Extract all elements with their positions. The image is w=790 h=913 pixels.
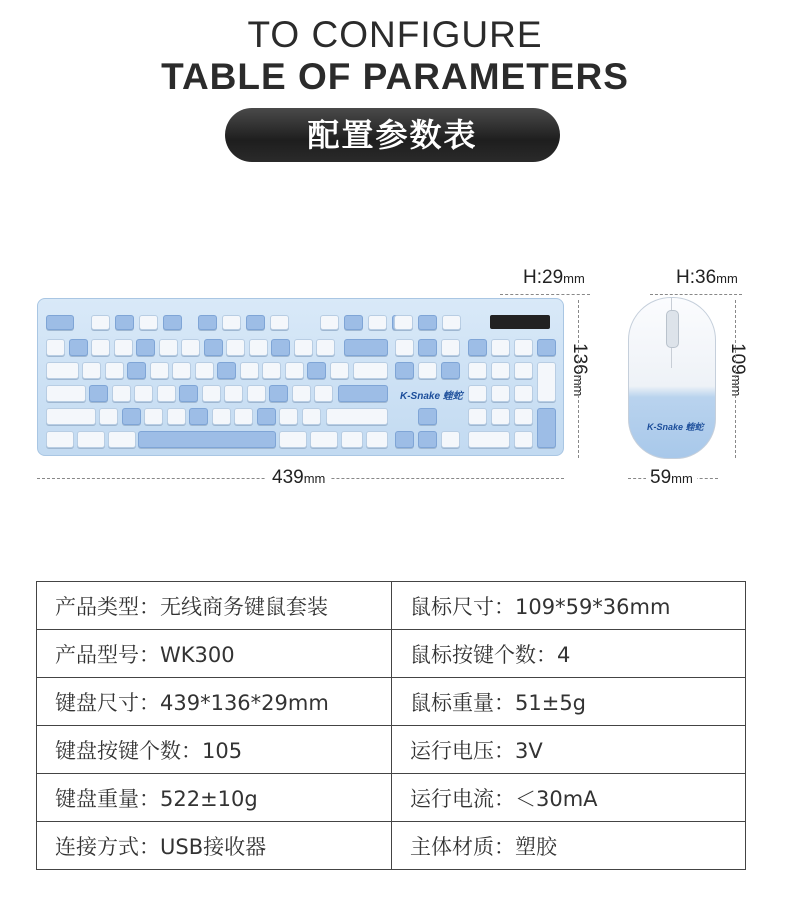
keycap (105, 362, 124, 379)
keycap (307, 362, 326, 379)
keycap (249, 339, 268, 356)
keycap (395, 431, 414, 448)
keycap (468, 431, 510, 448)
keycap (418, 362, 437, 379)
keycap (468, 385, 487, 402)
keycap (302, 408, 321, 425)
param-cell-left: 连接方式：USB接收器 (37, 822, 392, 870)
mouse-height-label: H:36mm (676, 267, 738, 288)
keycap (204, 339, 223, 356)
scroll-wheel (666, 310, 679, 348)
table-row (37, 582, 746, 630)
keycap (441, 362, 460, 379)
keycap (163, 315, 182, 330)
keycap (368, 315, 387, 330)
keycap (112, 385, 131, 402)
keycap (310, 431, 338, 448)
parameter-table (36, 581, 746, 870)
keycap (491, 408, 510, 425)
keycap (134, 385, 153, 402)
keyboard-width-label: 439mm (266, 467, 331, 489)
param-cell-right: 鼠标按键个数：4 (392, 630, 746, 678)
keycap (172, 362, 191, 379)
param-cell-right: 运行电流：＜30mA (392, 774, 746, 822)
keycap (418, 339, 437, 356)
keycap (514, 385, 533, 402)
keycap (150, 362, 169, 379)
header-line-1: TO CONFIGURE (247, 14, 543, 55)
keycap (468, 362, 487, 379)
header-line-2: TABLE OF PARAMETERS (161, 56, 629, 97)
keycap (279, 408, 298, 425)
keyboard-image (37, 298, 564, 456)
keycap (82, 362, 101, 379)
keycap (366, 431, 388, 448)
keycap (514, 408, 533, 425)
keycap (491, 385, 510, 402)
keycap (285, 362, 304, 379)
keycap (139, 315, 158, 330)
keycap (326, 408, 388, 425)
keycap (46, 385, 86, 402)
keycap (418, 408, 437, 425)
keycap (344, 339, 388, 356)
keycap (394, 315, 413, 330)
keycap (240, 362, 259, 379)
keyboard-brand-logo: K-Snake 蝰蛇 (400, 391, 463, 402)
param-cell-left: 键盘尺寸：439*136*29mm (37, 678, 392, 726)
param-cell-left: 键盘重量：522±10g (37, 774, 392, 822)
mouse-length-line (735, 300, 736, 458)
keycap (144, 408, 163, 425)
mouse-length-label: 109mm (727, 343, 748, 397)
keycap (491, 362, 510, 379)
keycap (537, 339, 556, 356)
keyboard-height-label: H:29mm (523, 267, 585, 288)
keycap (269, 385, 288, 402)
keycap (108, 431, 136, 448)
param-cell-left: 产品型号：WK300 (37, 630, 392, 678)
keycap (271, 339, 290, 356)
keycap (294, 339, 313, 356)
keycap (341, 431, 363, 448)
keyboard-indicator-panel (490, 315, 550, 329)
keycap (314, 385, 333, 402)
keycap (338, 385, 388, 402)
keycap (46, 339, 65, 356)
banner-title: 配置参数表 (225, 108, 560, 162)
param-cell-right: 鼠标尺寸：109*59*36mm (392, 582, 746, 630)
keycap (395, 362, 414, 379)
keycap (247, 385, 266, 402)
keycap (77, 431, 105, 448)
keycap (122, 408, 141, 425)
keycap (91, 339, 110, 356)
keyboard-depth-line (578, 300, 579, 458)
keycap (442, 315, 461, 330)
param-cell-left: 产品类型：无线商务键鼠套装 (37, 582, 392, 630)
keycap (468, 339, 487, 356)
keycap (514, 431, 533, 448)
keycap (234, 408, 253, 425)
keycap (179, 385, 198, 402)
keycap (46, 408, 96, 425)
param-cell-left: 键盘按键个数：105 (37, 726, 392, 774)
keycap (441, 339, 460, 356)
keycap (46, 315, 74, 330)
keycap (157, 385, 176, 402)
keycap (395, 339, 414, 356)
table-row (37, 678, 746, 726)
keycap (159, 339, 178, 356)
mouse-image (628, 297, 716, 459)
keycap (491, 339, 510, 356)
keycap (99, 408, 118, 425)
keycap (222, 315, 241, 330)
keycap (226, 339, 245, 356)
keycap (89, 385, 108, 402)
keycap (91, 315, 110, 330)
keycap (353, 362, 388, 379)
keycap (198, 315, 217, 330)
keycap (514, 339, 533, 356)
keycap (136, 339, 155, 356)
keycap (468, 408, 487, 425)
keycap (246, 315, 265, 330)
keyboard-depth-label: 136mm (569, 343, 590, 397)
keycap (46, 362, 79, 379)
param-cell-right: 运行电压：3V (392, 726, 746, 774)
keycap (537, 362, 556, 402)
keycap (46, 431, 74, 448)
keycap (537, 408, 556, 448)
keycap (292, 385, 311, 402)
keycap (262, 362, 281, 379)
keycap (138, 431, 276, 448)
table-row (37, 822, 746, 870)
mouse-width-label: 59mm (646, 467, 697, 489)
keycap (224, 385, 243, 402)
param-cell-right: 鼠标重量：51±5g (392, 678, 746, 726)
keycap (115, 315, 134, 330)
keycap (212, 408, 231, 425)
keycap (217, 362, 236, 379)
table-row (37, 774, 746, 822)
keyboard-height-line (500, 294, 590, 295)
param-cell-right: 主体材质：塑胶 (392, 822, 746, 870)
keycap (330, 362, 349, 379)
keycap (114, 339, 133, 356)
keycap (270, 315, 289, 330)
keycap (181, 339, 200, 356)
keycap (127, 362, 146, 379)
keycap (344, 315, 363, 330)
keycap (257, 408, 276, 425)
keycap (320, 315, 339, 330)
keycap (418, 315, 437, 330)
mouse-height-line (650, 294, 742, 295)
mouse-brand-logo: K-Snake 蝰蛇 (647, 422, 704, 432)
table-row (37, 726, 746, 774)
keycap (195, 362, 214, 379)
keycap (418, 431, 437, 448)
keycap (441, 431, 460, 448)
keycap (279, 431, 307, 448)
keycap (316, 339, 335, 356)
table-row (37, 630, 746, 678)
keycap (167, 408, 186, 425)
keycap (514, 362, 533, 379)
keycap (69, 339, 88, 356)
keycap (189, 408, 208, 425)
keycap (202, 385, 221, 402)
